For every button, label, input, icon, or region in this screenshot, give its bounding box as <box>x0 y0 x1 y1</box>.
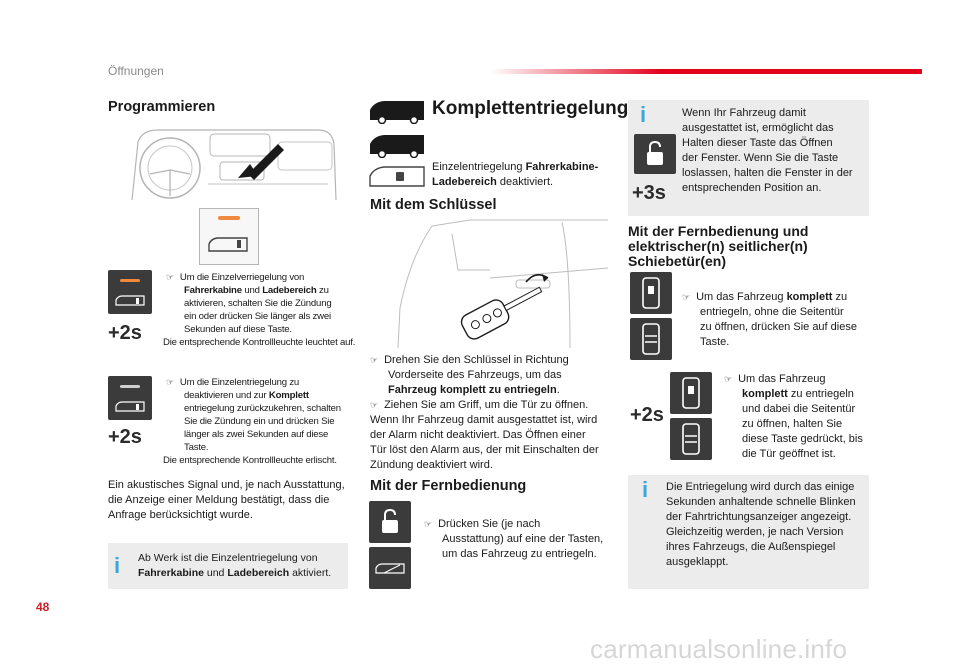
step2-text: ☞ Um die Einzelentriegelung zu deaktivieren und zur Komplett entriegelung zurückzukehren, schalten Sie die Zündung ein und drücken Sie länger als zwei Sekunden auf diese Taste. Die entsprechende Kontrollleuchte erlischt. <box>163 377 341 466</box>
van-lock-outline-icon <box>368 164 426 190</box>
orange-led-icon <box>218 216 240 220</box>
watermark: carmanualsonline.info <box>590 634 848 664</box>
plus-2s-badge: +2s <box>108 426 142 448</box>
sliding-door-open-key-icon <box>630 318 672 360</box>
led-off-key-icon <box>108 376 152 420</box>
sliding-door-step2: ☞ Um das Fahrzeug komplett zu entriegeln und dabei die Seitentür zu öffnen, halten Sie diese Taste gedrückt, bis die Tür geöffnet ist. <box>724 373 863 460</box>
remote-instructions: ☞ Drücken Sie (je nach Ausstattung) auf eine der Tasten, um das Fahrzeug zu entriegeln. <box>424 518 604 560</box>
remote-van-key-icon <box>369 547 411 589</box>
komplettentriegelung-title: Komplettentriegelung <box>432 98 629 119</box>
section-header: Öffnungen <box>108 64 164 78</box>
dashboard-illustration <box>128 122 338 202</box>
plus-3s-badge: +3s <box>632 182 666 204</box>
programmieren-title: Programmieren <box>108 99 216 115</box>
header-red-bar <box>490 69 922 74</box>
signal-paragraph: Ein akustisches Signal und, je nach Ausstattung, die Anzeige einer Meldung bestätigt, dass die Anfrage berücksichtigt wurde. <box>108 479 345 521</box>
key-instructions: ☞ Drehen Sie den Schlüssel in Richtung Vorderseite des Fahrzeugs, um das Fahrzeug komplett zu entriegeln. ☞ Ziehen Sie am Griff, um die Tür zu öffnen. Wenn Ihr Fahrzeug damit ausgestattet ist, wird der Alarm nicht deaktiviert. Das Öffnen einer Tür löst den Alarm aus, der mit Einschalten der Zündung deaktiviert wird. <box>370 354 599 471</box>
info-box-indicators: i Die Entriegelung wird durch das einige Sekunden anhaltende schnelle Blinken der Fahrtrichtungsanzeiger angezeigt. Gleichzeitig werden, je nach Version ihres Fahrzeugs, die Außenspiegel ausgeklappt. <box>628 475 869 589</box>
einzelentriegelung-note: Einzelentriegelung Fahrerkabine- Ladebereich deaktiviert. <box>432 161 599 188</box>
info-icon: i <box>642 477 649 502</box>
mit-dem-schluessel-title: Mit dem Schlüssel <box>370 197 497 213</box>
info-box-factory: i Ab Werk ist die Einzelentriegelung von Fahrerkabine und Ladebereich aktiviert. <box>108 543 348 589</box>
sliding-door-hold-key-icon <box>670 372 712 414</box>
step1-text: ☞ Um die Einzelverriegelung von Fahrerkabine und Ladebereich zu aktivieren, schalten Sie die Zündung ein oder drücken Sie länger als zwei Sekunden auf diese Taste. Die entsprechende Kontrollleuchte leuchtet auf. <box>163 272 356 348</box>
van-lock-icon <box>207 233 251 255</box>
unlock-key-icon <box>634 134 676 174</box>
sliding-door-step1: ☞ Um das Fahrzeug komplett zu entriegeln, ohne die Seitentür zu öffnen, drücken Sie auf diese Taste. <box>682 291 857 348</box>
info-icon: i <box>114 553 121 578</box>
van-icon-solid <box>368 98 426 124</box>
info-icon: i <box>640 102 647 127</box>
sliding-door-title: Mit der Fernbedienung und elektrischer(n) seitlicher(n) Schiebetür(en) <box>628 223 809 269</box>
info-box-windows: i +3s Wenn Ihr Fahrzeug damit ausgestattet ist, ermöglicht das Halten dieser Taste das Öffnen der Fenster. Wenn Sie die Taste loslassen, halten die Fenster in der entsprechenden Position an. <box>628 100 869 216</box>
plus-2s-badge: +2s <box>630 404 664 426</box>
mit-der-fernbedienung-title: Mit der Fernbedienung <box>370 478 527 494</box>
van-icon-solid-2 <box>368 132 426 158</box>
button-detail-illustration <box>199 208 259 265</box>
page-number: 48 <box>36 600 50 614</box>
sliding-door-closed-key-icon <box>630 272 672 314</box>
plus-2s-badge: +2s <box>108 322 142 344</box>
led-on-key-icon <box>108 270 152 314</box>
remote-unlock-key-icon <box>369 501 411 543</box>
sliding-door-hold-open-key-icon <box>670 418 712 460</box>
key-door-illustration <box>370 218 610 350</box>
